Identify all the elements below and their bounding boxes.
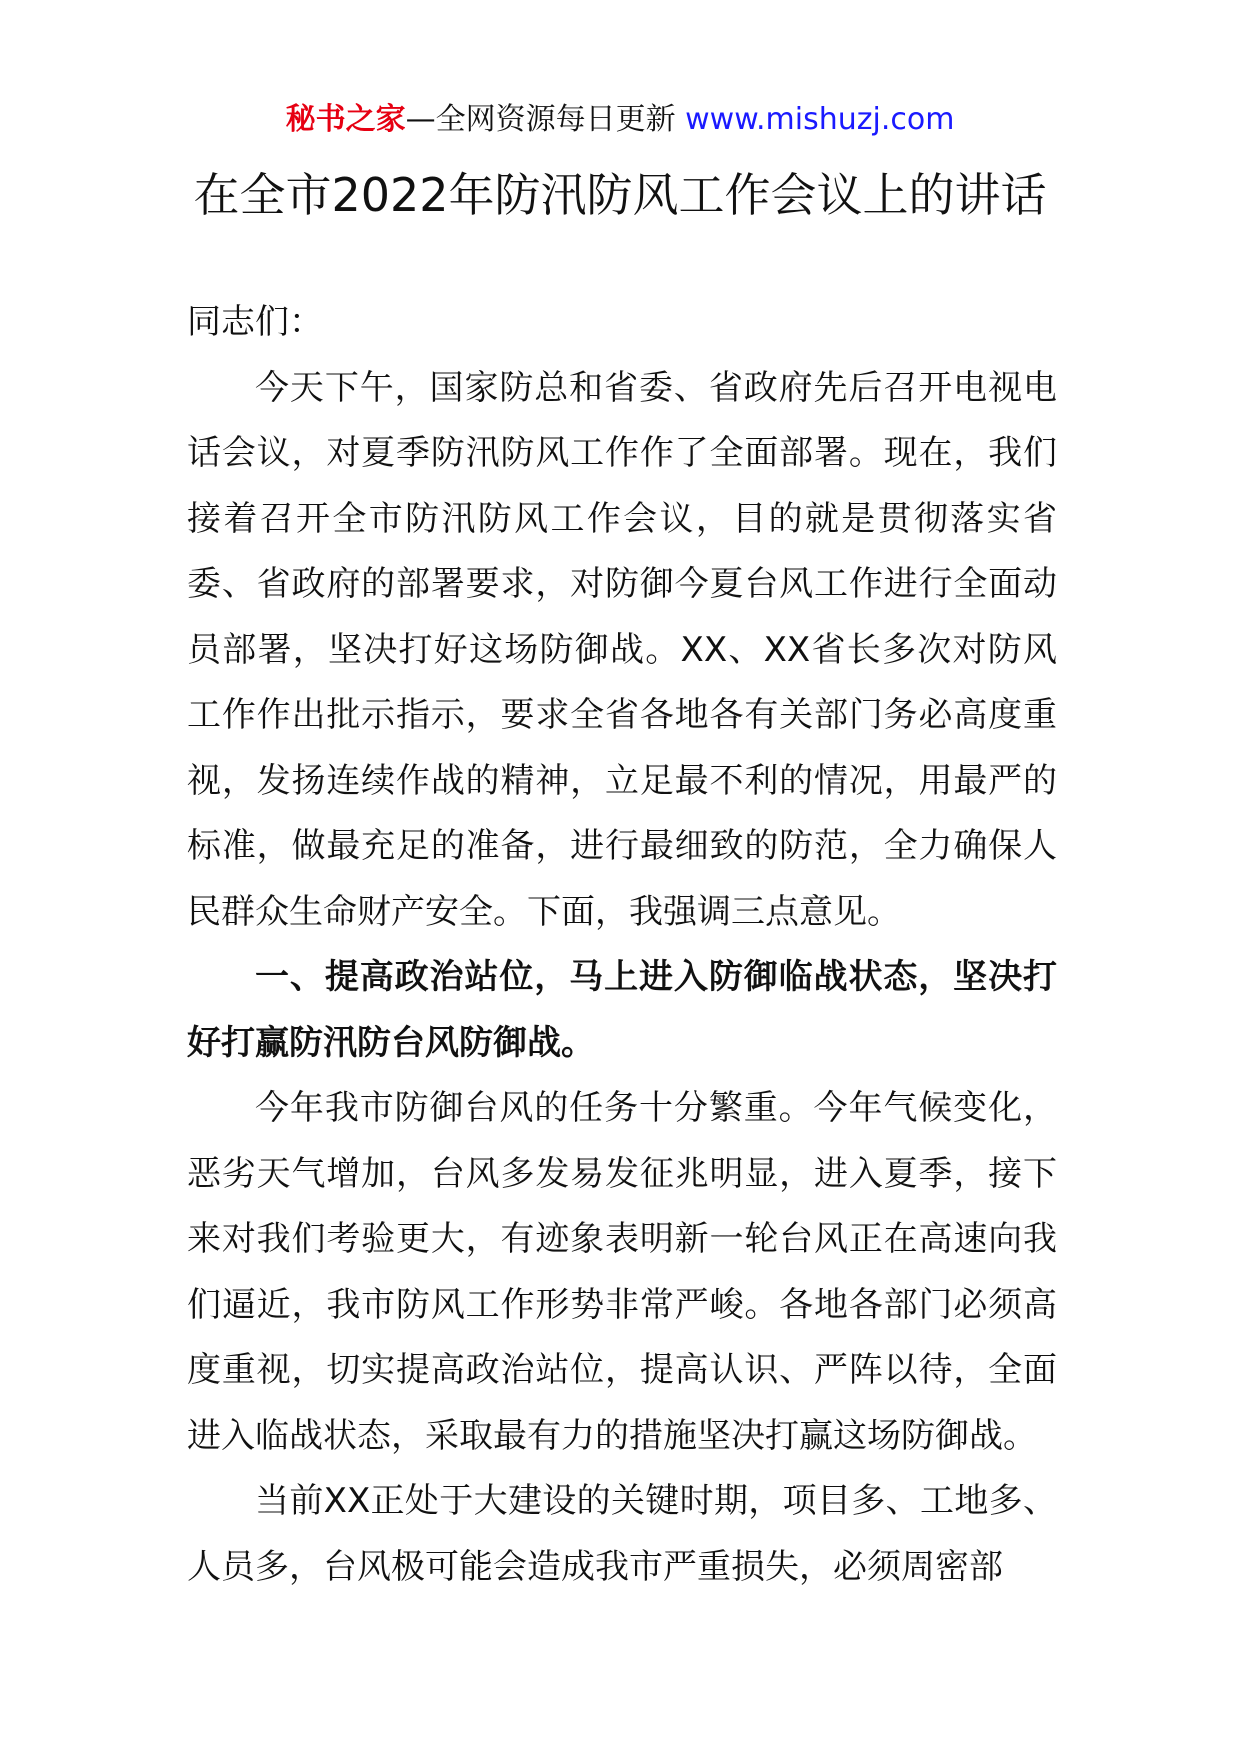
site-url-link[interactable]: www.mishuzj.com — [685, 102, 955, 137]
brand-name: 秘书之家 — [285, 102, 406, 137]
salutation: 同志们： — [187, 302, 323, 342]
body-paragraph: 今年我市防御台风的任务十分繁重。今年气候变化，恶劣天气增加，台风多发易发征兆明显，进入夏季，接下来对我们考验更大，有迹象表明新一轮台风正在高速向我们逼近，我市防风工作形势非常严峻。各地各部门必须高度重视，切实提高政治站位，提高认识、严阵以待，全面进入临战状态，采取最有力的措施坚决打赢这场防御战。 — [187, 1088, 1057, 1456]
site-header — [0, 100, 1240, 140]
body-paragraph: 今天下午，国家防总和省委、省政府先后召开电视电话会议，对夏季防汛防风工作作了全面部署。现在，我们接着召开全市防汛防风工作会议，目的就是贯彻落实省委、省政府的部署要求，对防御今夏台风工作进行全面动员部署，坚决打好这场防御战。XX、XX省长多次对防风工作作出批示指示，要求全省各地各有关部门务必高度重视，发扬连续作战的精神，立足最不利的情况，用最严的标准，做最充足的准备，进行最细致的防范，全力确保人民群众生命财产安全。下面，我强调三点意见。 — [187, 367, 1057, 932]
document-body — [187, 290, 1057, 1600]
document-title: 在全市2022年防汛防风工作会议上的讲话 — [193, 168, 1047, 222]
body-paragraph: 当前XX正处于大建设的关键时期，项目多、工地多、人员多，台风极可能会造成我市严重损失，必须周密部 — [187, 1481, 1057, 1587]
site-slogan: —全网资源每日更新 — [405, 102, 686, 137]
section-heading: 一、提高政治站位，马上进入防御临战状态，坚决打好打赢防汛防台风防御战。 — [187, 957, 1057, 1063]
